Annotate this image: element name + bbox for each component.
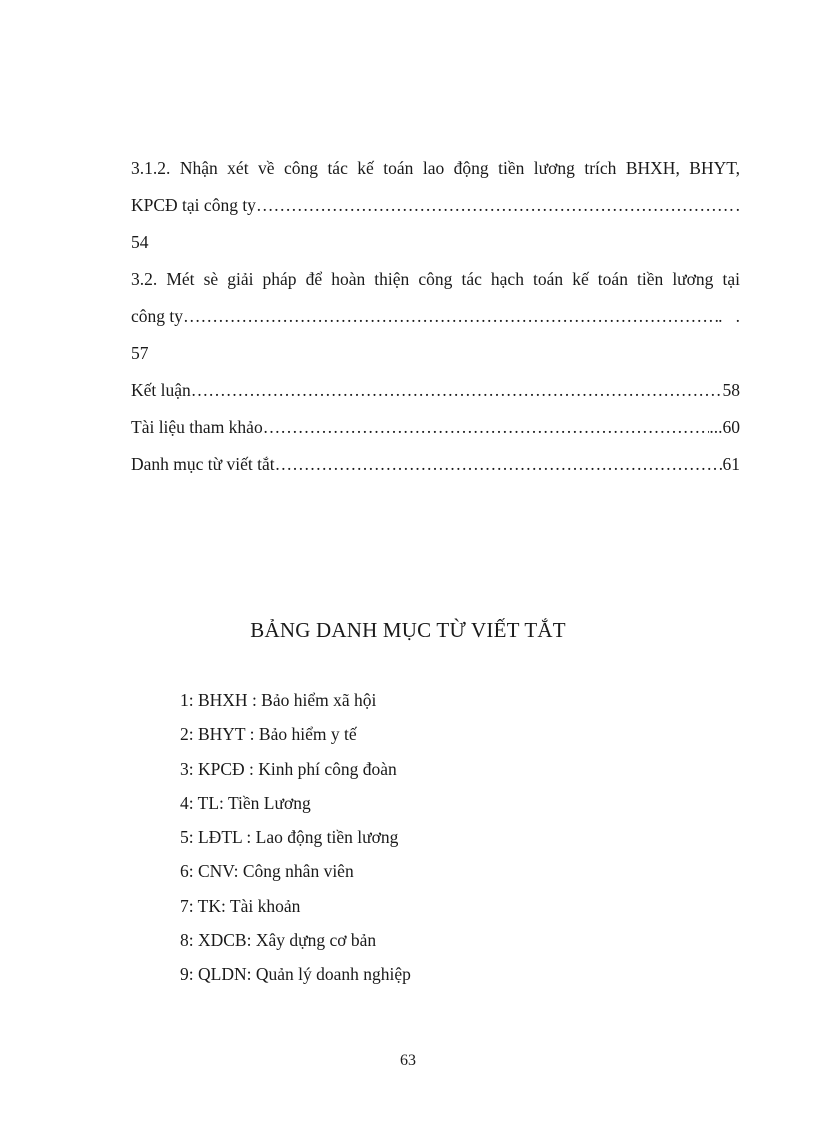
toc-entry-3-1-2 <box>131 150 740 261</box>
toc-entry-leader-end: . . <box>718 306 740 326</box>
toc-entry-label: Danh mục từ viết tắt <box>131 454 275 474</box>
abbreviation-list <box>180 683 411 992</box>
list-item: 2: BHYT : Bảo hiểm y tế <box>180 724 357 745</box>
toc-entry-page: 57 <box>131 343 149 363</box>
toc-entry-label: Tài liệu tham khảo <box>131 417 263 437</box>
toc-entry-danh-muc <box>131 446 740 483</box>
list-item: 3: KPCĐ : Kinh phí công đoàn <box>180 758 397 779</box>
list-item: 8: XDCB: Xây dựng cơ bản <box>180 930 377 951</box>
dot-leader <box>191 372 723 409</box>
toc-entry-title: 3.2. Mét sè giải pháp để hoàn thiện công tác hạch toán kế toán tiền lương tại <box>131 269 740 289</box>
list-item: 1: BHXH : Bảo hiểm xã hội <box>180 690 377 710</box>
table-of-contents <box>131 150 740 483</box>
list-item: 5: LĐTL : Lao động tiền lương <box>180 827 399 848</box>
abbreviation-table-title: BẢNG DANH MỤC TỪ VIẾT TẮT <box>250 618 566 642</box>
toc-entry-tai-lieu <box>131 409 740 446</box>
list-item: 7: TK: Tài khoản <box>180 895 301 916</box>
toc-entry-label: Kết luận <box>131 380 191 400</box>
page-number: 63 <box>400 1052 416 1069</box>
toc-entry-title: 3.1.2. Nhận xét về công tác kế toán lao động tiền lương trích BHXH, BHYT, <box>131 158 740 178</box>
toc-entry-title-cont <box>131 187 740 224</box>
toc-entry-page: 58 <box>722 380 740 400</box>
toc-entry-leader-end: . <box>735 195 740 215</box>
dot-leader <box>256 187 736 224</box>
toc-entry-page: ...60 <box>709 417 740 437</box>
toc-entry-page: 61 <box>722 454 740 474</box>
toc-entry-ket-luan <box>131 372 740 409</box>
toc-entry-title-end: KPCĐ tại công ty <box>131 195 256 215</box>
list-item: 6: CNV: Công nhân viên <box>180 861 354 882</box>
dot-leader <box>183 298 718 335</box>
toc-entry-page: 54 <box>131 232 149 252</box>
toc-entry-title-cont <box>131 298 740 335</box>
toc-entry-title-end: công ty <box>131 306 184 326</box>
dot-leader <box>263 409 710 446</box>
list-item: 4: TL: Tiền Lương <box>180 792 311 813</box>
list-item: 9: QLDN: Quản lý doanh nghiệp <box>180 964 411 985</box>
toc-entry-3-2 <box>131 261 740 372</box>
dot-leader <box>275 446 723 483</box>
